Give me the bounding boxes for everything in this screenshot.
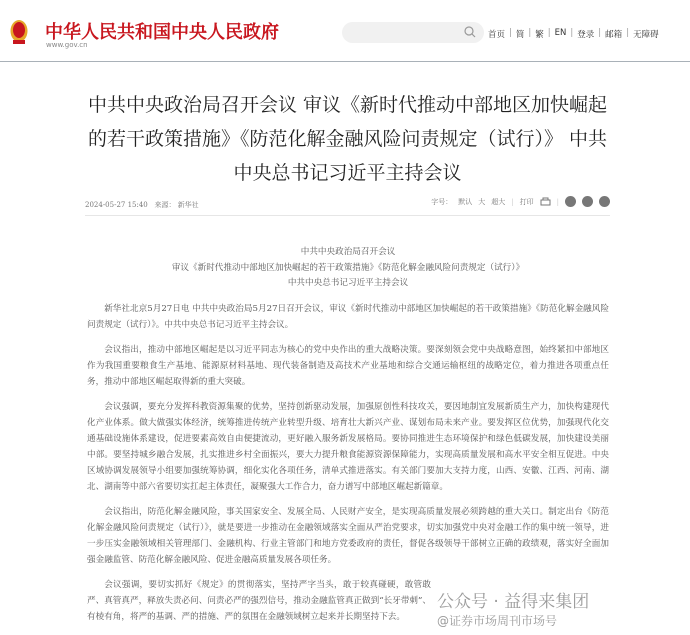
nav-english[interactable]: EN [554, 28, 567, 38]
paragraph: 会议强调，要充分发挥科教资源集聚的优势，坚持创新驱动发展，加强原创性科技攻关，要因地制宜发展新质生产力，加快构建现代化产业体系。做大做强实体经济，统筹推进传统产业转型升级、培育壮大新兴产业、谋划布局未来产业。要发挥区位优势，加强现代化交通基础设施体系建设，促进要素高效自由便捷流动，更好融入服务新发展格局。要协同推进生态环境保护和绿色低碳发展，加快建设美丽中部。要坚持城乡融合发展，扎实推进乡村全面振兴，要大力提升粮食能源资源保障能力，实现高质量发展和高水平安全相互促进。中央区域协调发展领导小组要加强统筹协调，细化实化各项任务，清单式推进落实。有关部门要加大支持力度，山西、安徽、江西、河南、湖北、湖南等中部六省要切实扛起主体责任，凝聚强大工作合力，奋力谱写中部地区崛起新篇章。 [87, 401, 609, 492]
nav-traditional[interactable]: 繁 [535, 30, 544, 40]
printer-icon[interactable] [540, 197, 551, 207]
nav-home[interactable]: 首页 [488, 30, 506, 40]
print-button[interactable]: 打印 [519, 197, 534, 206]
source: 新华社 [177, 201, 199, 209]
search-icon[interactable] [464, 26, 476, 38]
nav-simplified[interactable]: 简 [515, 30, 525, 40]
top-nav: 首页 | 简 | 繁 | EN | 登录 | 邮箱 | 无障碍 [488, 28, 659, 40]
wechat-share-icon[interactable] [582, 196, 593, 207]
watermark-weibo: @证券市场周刊市场号 [437, 614, 558, 628]
watermark-official-account: 公众号 · 益得来集团 [437, 592, 590, 612]
search-input[interactable] [342, 22, 484, 43]
paragraph: 会议强调，要切实抓好《规定》的贯彻落实，坚持严字当头，敢于较真碰硬，敢管敢严、真管真严，释放失责必问、问责必严的强烈信号，推动金融监管真正做到“长牙带刺”、有棱有角，将严的基调、严的措施、严的氛围在金融领域树立起来并长期坚持下去。 [87, 579, 431, 622]
font-default-button[interactable]: 默认 [458, 197, 473, 206]
watermark [437, 592, 609, 629]
paragraph: 会议指出，防范化解金融风险，事关国家安全、发展全局、人民财产安全，是实现高质量发展必须跨越的重大关口。制定出台《防范化解金融风险问责规定（试行）》，就是要进一步推动在金融领域落实全面从严治党要求，切实加强党中央对金融工作的集中统一领导，进一步压实金融领域相关管理部门、金融机构、行业主管部门和地方党委政府的责任，督促各级领导干部树立正确的政绩观，落实好全面加强金融监管、防范化解金融风险、促进金融高质量发展各项任务。 [87, 506, 609, 565]
font-large-button[interactable]: 大 [478, 197, 486, 206]
nav-accessibility[interactable]: 无障碍 [633, 30, 659, 40]
paragraph: 会议指出，推动中部地区崛起是以习近平同志为核心的党中央作出的重大战略决策。要深刻领会党中央战略意图，始终紧扣中部地区作为我国重要粮食生产基地、能源原材料基地、现代装备制造及高技术产业基地和综合交通运输枢纽的战略定位，着力推进各项重点任务，推动中部地区崛起取得新的重大突破。 [87, 344, 609, 387]
article-body [87, 245, 609, 635]
article [85, 88, 610, 216]
publish-date: 2024-05-27 15:40 [85, 201, 148, 209]
font-xlarge-button[interactable]: 超大 [491, 197, 506, 206]
article-title: 中共中央政治局召开会议 审议《新时代推动中部地区加快崛起的若干政策措施》《防范化解金融风险问责规定（试行）》 中共中央总书记习近平主持会议 [87, 94, 608, 184]
national-emblem-icon [10, 19, 28, 45]
article-meta: 2024-05-27 15:40 来源： 新华社 字号： 默认 大 超大 | 打印 | [85, 196, 610, 216]
font-size-label: 字号： [431, 197, 453, 206]
nav-mail[interactable]: 邮箱 [605, 30, 623, 40]
paragraph: 新华社北京5月27日电 中共中央政治局5月27日召开会议，审议《新时代推动中部地区加快崛起的若干政策措施》《防范化解金融风险问责规定（试行）》。中共中央总书记习近平主持会议。 [87, 303, 609, 330]
site-title[interactable]: 中华人民共和国中央人民政府 [45, 22, 279, 43]
subtitle: 中共中央总书记习近平主持会议 [287, 278, 409, 288]
weibo-share-icon[interactable] [565, 196, 576, 207]
favorite-icon[interactable] [599, 196, 610, 207]
source-label: 来源： [154, 201, 176, 209]
subtitle: 审议《新时代推动中部地区加快崛起的若干政策措施》《防范化解金融风险问责规定（试行）》 [171, 262, 525, 273]
nav-login[interactable]: 登录 [577, 30, 595, 40]
site-header [0, 0, 690, 62]
subtitle: 中共中央政治局召开会议 [300, 247, 396, 257]
site-url: www.gov.cn [46, 41, 88, 49]
